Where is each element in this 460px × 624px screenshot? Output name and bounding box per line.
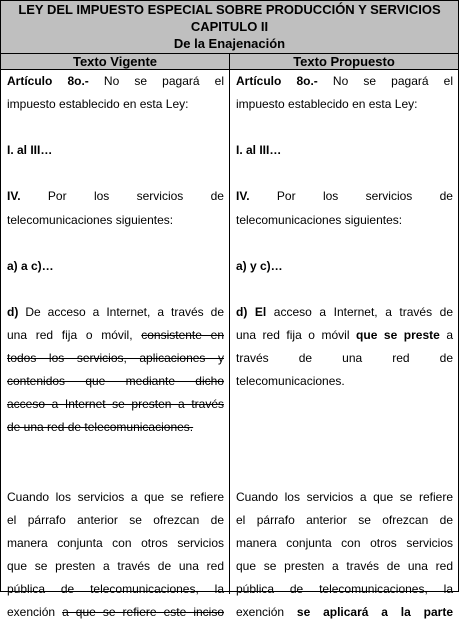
paragraph-line: manera conjunta con otros servicios	[7, 535, 224, 550]
struck-text: de una red de telecomunicaciones.	[7, 420, 194, 435]
chapter-title: CAPITULO II	[190, 19, 269, 34]
inciso-d-text: De acceso a Internet, a través de	[25, 304, 225, 319]
article-label: Artículo 8o.-	[7, 74, 89, 88]
table-title-band	[1, 1, 458, 54]
inciso-d-label: d) El	[236, 304, 267, 319]
inciso-d-line-4: telecomunicaciones.	[236, 374, 345, 389]
added-text: se aplicará a la parte	[296, 605, 454, 620]
column-proposed-text	[236, 70, 453, 624]
incisos-a-c: a) a c)…	[7, 258, 54, 273]
inciso-d-line-2	[7, 324, 224, 347]
article-text: No se pagará el	[103, 74, 224, 88]
paragraph-line: Cuando los servicios a que se refiere	[236, 489, 453, 504]
paragraph-line	[236, 601, 453, 624]
paragraph-line: pública de telecomunicaciones, la	[236, 582, 453, 597]
inciso-d-line	[7, 301, 224, 324]
article-line	[236, 70, 453, 93]
fraction-iv-label: IV.	[236, 189, 250, 204]
added-text: que se preste	[356, 328, 440, 343]
paragraph-line: manera conjunta con otros servicios	[236, 535, 453, 550]
fraction-iv-label: IV.	[7, 189, 21, 204]
incisos-a-c: a) y c)…	[236, 258, 283, 273]
paragraph-line: que se presten a través de una red	[7, 558, 224, 573]
inciso-d-text-plain: una red fija o móvil	[236, 328, 357, 343]
column-divider	[229, 54, 230, 594]
article-label: Artículo 8o.-	[236, 74, 318, 88]
paragraph-text-plain: exención	[7, 605, 63, 620]
col-header-proposed: Texto Propuesto	[293, 54, 395, 69]
struck-text: todos los servicios, aplicaciones y	[7, 351, 224, 366]
law-title: LEY DEL IMPUESTO ESPECIAL SOBRE PRODUCCIÓN Y SERVICIOS	[18, 2, 441, 17]
paragraph-line: pública de telecomunicaciones, la	[7, 582, 224, 597]
struck-text: contenidos que mediante dicho	[7, 374, 224, 389]
struck-text: acceso a Internet se presten a través	[7, 397, 224, 412]
paragraph-line: el párrafo anterior se ofrezcan de	[7, 512, 224, 527]
paragraph-text-plain: exención	[236, 605, 297, 620]
article-text: No se pagará el	[332, 74, 453, 88]
article-line-2: impuesto establecido en esta Ley:	[236, 97, 418, 112]
article-line	[7, 70, 224, 93]
fraction-iv-text: Por los servicios de	[47, 189, 224, 204]
fraction-iv-line-2: telecomunicaciones siguientes:	[236, 212, 403, 227]
inciso-d-line-2	[236, 324, 453, 347]
fraction-i-iii: I. al III…	[236, 143, 282, 158]
col-header-current: Texto Vigente	[72, 54, 158, 69]
column-current-text	[7, 70, 224, 624]
inciso-d-line-3: través de una red de	[236, 351, 453, 366]
paragraph-line: Cuando los servicios a que se refiere	[7, 489, 224, 504]
fraction-i-iii: I. al III…	[7, 143, 53, 158]
fraction-iv-line	[7, 185, 224, 208]
inciso-d-label: d)	[7, 304, 19, 319]
paragraph-line: que se presten a través de una red	[236, 558, 453, 573]
struck-text: a que se refiere este inciso	[62, 605, 224, 620]
article-line-2: impuesto establecido en esta Ley:	[7, 97, 189, 112]
inciso-d-text-tail: a	[439, 328, 453, 343]
fraction-iv-text: Por los servicios de	[276, 189, 453, 204]
paragraph-line	[7, 601, 224, 624]
inciso-d-line	[236, 301, 453, 324]
section-title: De la Enajenación	[173, 36, 286, 51]
paragraph-line: el párrafo anterior se ofrezcan de	[236, 512, 453, 527]
fraction-iv-line-2: telecomunicaciones siguientes:	[7, 212, 174, 227]
inciso-d-text: acceso a Internet, a través de	[273, 304, 454, 319]
fraction-iv-line	[236, 185, 453, 208]
struck-text: consistente en	[141, 328, 224, 343]
inciso-d-text-plain: una red fija o móvil,	[7, 328, 142, 343]
